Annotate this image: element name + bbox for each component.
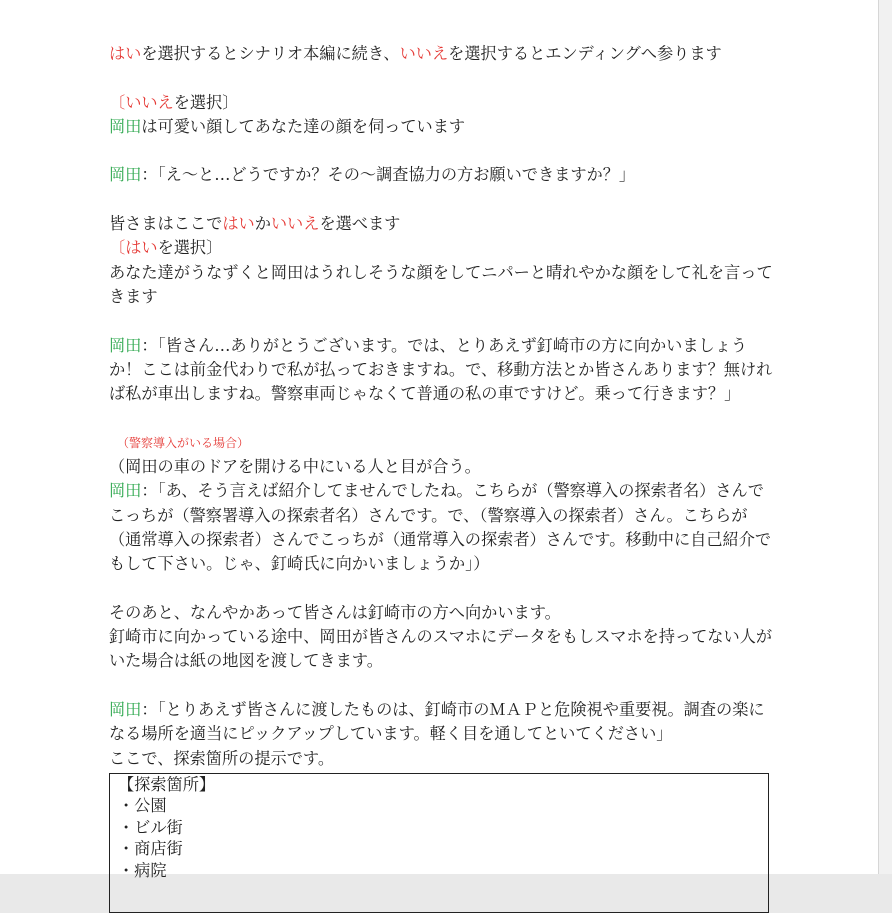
text: ：「とりあえず皆さんに渡したものは、釘崎市のＭＡＰと危険視や重要視。調査の楽に [141, 700, 765, 720]
speaker-name: 岡田 [109, 116, 142, 136]
speaker-name: 岡田 [109, 700, 142, 720]
text: ：「え～と…どうですか？その～調査協力の方お願いできますか？」 [141, 165, 636, 185]
blank-line [109, 139, 787, 163]
choice-yes-heading [109, 236, 787, 260]
blank-line [109, 309, 787, 333]
dialogue-line: なる場所を適当にピックアップしています。軽く目を通してといてください」 [109, 724, 673, 744]
blank-line [109, 188, 787, 212]
blank-line [109, 577, 787, 601]
speaker-name: 岡田 [109, 165, 142, 185]
box-title: 【探索箇所】 [118, 774, 216, 794]
bracket: 〔 [109, 238, 126, 258]
dialogue-line: ば私が車出しますね。警察車両じゃなくて普通の私の車ですけど。乗って行きます？」 [109, 384, 741, 404]
narration-line: いた場合は紙の地図を渡してきます。 [109, 651, 383, 671]
dialogue-line: こっちが（警察署導入の探索者名）さんです。で、（警察導入の探索者）さん。こちらが [109, 505, 748, 525]
dialogue-line: もして下さい。じゃ、釘崎氏に向かいましょうか」） [109, 554, 490, 574]
dialogue-line [109, 163, 787, 187]
list-item: ・病院 [118, 860, 167, 880]
narration-line [109, 115, 787, 139]
text: を選べます [319, 214, 401, 234]
list-item: ・商店街 [118, 839, 183, 859]
choice-no: いいえ [125, 92, 174, 112]
speaker-name: 岡田 [109, 481, 142, 501]
condition-note: （警察導入がいる場合） [117, 435, 250, 450]
narration-line: ここで、探索箇所の提示です。 [109, 748, 335, 768]
choice-yes: はい [125, 238, 158, 258]
dialogue-line: （通常導入の探索者）さんでこっちが（通常導入の探索者）さんです。移動中に自己紹介で [109, 529, 772, 549]
narration-line: （岡田の車のドアを開ける中にいる人と目が合う。 [109, 457, 481, 477]
list-item: ・公園 [118, 796, 167, 816]
text: を選択〕 [173, 92, 239, 112]
text: 皆さまはここで [109, 214, 223, 234]
list-item: ・ビル街 [118, 817, 183, 837]
blank-line [109, 674, 787, 698]
narration-line: あなた達がうなずくと岡田はうれしそうな顔をしてニパーと晴れやかな顔をして礼を言って [109, 262, 773, 282]
blank-line [109, 66, 787, 90]
paragraph-intro [109, 42, 787, 66]
choice-yes: はい [109, 44, 142, 63]
blank-line [109, 406, 787, 430]
text: か [254, 214, 271, 234]
text: ：「皆さん…ありがとうございます。では、とりあえず釘崎市の方に向かいましょう [141, 335, 748, 355]
text: を選択〕 [157, 238, 223, 258]
choice-no: いいえ [399, 44, 449, 63]
dialogue-line [109, 334, 787, 358]
text: は可愛い顔してあなた達の顔を伺っています [141, 116, 466, 136]
text: を選択するとシナリオ本編に続き、 [141, 44, 400, 63]
dialogue-line [109, 479, 787, 503]
choice-yes: はい [222, 214, 255, 234]
choice-prompt [109, 212, 787, 236]
dialogue-line: か！ここは前金代わりで私が払っておきますね。で、移動方法とか皆さんあります？無けれ [109, 359, 773, 379]
choice-no: いいえ [270, 214, 320, 234]
document-body [109, 42, 787, 913]
vertical-scrollbar[interactable] [878, 0, 892, 874]
dialogue-line [109, 698, 787, 722]
bracket: 〔 [109, 92, 126, 112]
narration-line: 釘崎市に向かっている途中、岡田が皆さんのスマホにデータをもしスマホを持ってない人が [109, 627, 773, 647]
search-locations-box [109, 773, 769, 913]
text: ：「あ、そう言えば紹介してませんでしたね。こちらが（警察導入の探索者名）さんで [141, 481, 764, 501]
speaker-name: 岡田 [109, 335, 142, 355]
text: を選択するとエンディングへ参ります [448, 44, 722, 63]
narration-line: そのあと、なんやかあって皆さんは釘崎市の方へ向かいます。 [109, 602, 561, 622]
narration-line: きます [109, 286, 158, 306]
choice-no-heading [109, 91, 787, 115]
